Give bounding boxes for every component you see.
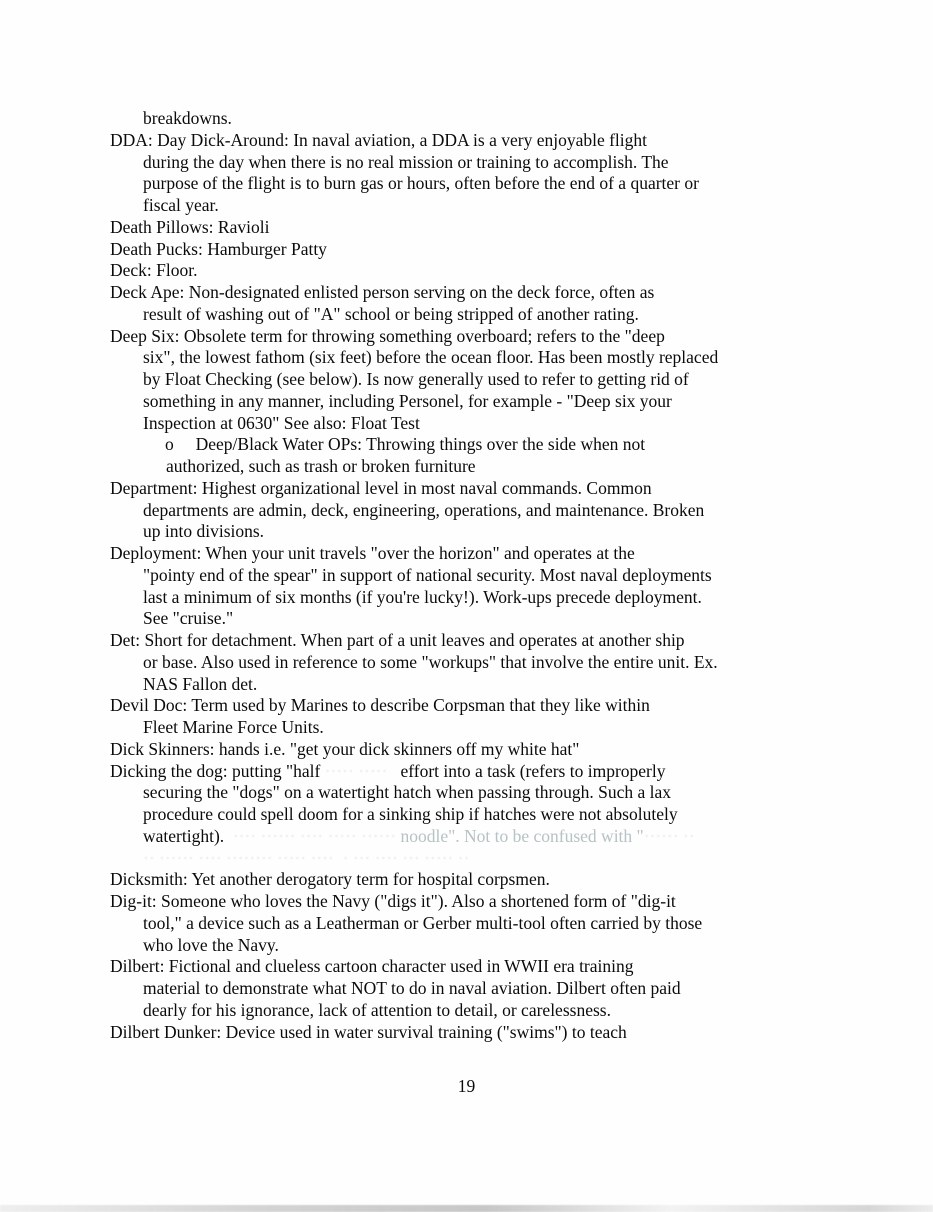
entry-line: Dicksmith: Yet another derogatory term for hospital corpsmen.	[110, 869, 550, 890]
sub-bullet-line: authorized, such as trash or broken furniture	[166, 456, 476, 476]
entry-line: Fleet Marine Force Units.	[143, 717, 324, 737]
entry-line: Death Pillows: Ravioli	[110, 216, 270, 237]
erased-text: ······ ··	[643, 825, 695, 846]
erased-text: ·· ······ ···· ········ ····· ···· · ··· ···· ··· ····· ··	[143, 847, 470, 868]
entry-line: or base. Also used in reference to some "workups" that involve the entire unit. Ex.	[143, 651, 718, 672]
entry-line: result of washing out of "A" school or being stripped of another rating.	[143, 303, 639, 324]
entry-line: fiscal year.	[143, 195, 219, 215]
entry-line: Det: Short for detachment. When part of a unit leaves and operates at another ship	[110, 630, 685, 650]
entry-line: Dilbert Dunker: Device used in water survival training ("swims") to teach	[110, 1021, 627, 1042]
entry-line: purpose of the flight is to burn gas or hours, often before the end of a quarter or	[143, 173, 699, 194]
entry-line: Devil Doc: Term used by Marines to describe Corpsman that they like within	[110, 695, 650, 716]
entry-line: Death Pucks: Hamburger Patty	[110, 238, 327, 259]
entry-line: breakdowns.	[143, 108, 232, 128]
glossary-entry-department	[110, 478, 810, 543]
entry-line: Dig-it: Someone who loves the Navy ("digs it"). Also a shortened form of "dig-it	[110, 891, 676, 911]
entry-line: Dick Skinners: hands i.e. "get your dick skinners off my white hat"	[110, 738, 580, 759]
entry-line: "pointy end of the spear" in support of national security. Most naval deployments	[143, 564, 712, 585]
glossary-entry-dda	[110, 130, 810, 217]
entry-line: Department: Highest organizational level in most naval commands. Common	[110, 477, 652, 498]
entry-line: last a minimum of six months (if you're lucky!). Work-ups precede deployment.	[143, 586, 702, 607]
entry-line-text: effort into a task (refers to improperly	[396, 760, 666, 781]
glossary-entry-devil-doc	[110, 695, 810, 739]
glossary-entry-dicksmith	[110, 869, 810, 891]
glossary-entry-breakdowns	[110, 108, 810, 130]
glossary-entry-dig-it	[110, 891, 810, 956]
glossary-entry-dilbert-dunker	[110, 1022, 810, 1044]
entry-line: up into divisions.	[143, 521, 265, 542]
glossary-entry-dilbert	[110, 956, 810, 1021]
entry-line: dearly for his ignorance, lack of attention to detail, or carelessness.	[143, 999, 611, 1020]
entry-line: by Float Checking (see below). Is now generally used to refer to getting rid of	[143, 369, 689, 389]
erased-text: ····· ·····	[320, 760, 397, 781]
entry-line-text: watertight).	[143, 825, 225, 846]
glossary-entry-dick-skinners	[110, 739, 810, 761]
glossary-entry-det	[110, 630, 810, 695]
glossary-entry-dicking-the-dog	[110, 761, 810, 870]
scan-artifact-bottom-edge	[0, 1205, 933, 1212]
entry-line: tool," a device such as a Leatherman or Gerber multi-tool often carried by those	[143, 912, 703, 933]
page-number: 19	[457, 1076, 476, 1096]
entry-line: during the day when there is no real mission or training to accomplish. The	[143, 151, 669, 172]
entry-line: Deck: Floor.	[110, 260, 198, 281]
entry-line: something in any manner, including Personel, for example - "Deep six your	[143, 390, 672, 411]
entry-line: Deep Six: Obsolete term for throwing something overboard; refers to the "deep	[110, 325, 665, 346]
glossary-entry-deck-ape	[110, 282, 810, 326]
entry-line: DDA: Day Dick-Around: In naval aviation, a DDA is a very enjoyable flight	[110, 129, 648, 150]
glossary-entry-deep-six	[110, 326, 810, 435]
sub-bullet-line: o Deep/Black Water OPs: Throwing things over the side when not	[165, 434, 646, 455]
glossary-entry-death-pucks	[110, 239, 810, 261]
entry-line: Dilbert: Fictional and clueless cartoon character used in WWII era training	[110, 956, 634, 977]
entry-line: Deployment: When your unit travels "over the horizon" and operates at the	[110, 543, 635, 563]
entry-line: material to demonstrate what NOT to do in naval aviation. Dilbert often paid	[143, 978, 681, 998]
entry-line-text: Dicking the dog: putting "half	[110, 760, 321, 781]
glossary-entry-deck	[110, 260, 810, 282]
entry-line: See "cruise."	[143, 608, 234, 629]
erased-text: ···· ······ ···· ····· ······	[224, 825, 401, 846]
entry-line: Deck Ape: Non-designated enlisted person serving on the deck force, often as	[110, 282, 655, 302]
glossary-entry-death-pillows	[110, 217, 810, 239]
erased-line	[110, 848, 810, 870]
glossary-entry-deployment	[110, 543, 810, 630]
entry-line: NAS Fallon det.	[143, 673, 258, 694]
glossary-text-block	[110, 108, 810, 1043]
entry-line: securing the "dogs" on a watertight hatch when passing through. Such a lax	[143, 782, 671, 803]
entry-line	[110, 826, 810, 848]
entry-line: departments are admin, deck, engineering, operations, and maintenance. Broken	[143, 499, 705, 520]
entry-line: procedure could spell doom for a sinking ship if hatches were not absolutely	[143, 804, 678, 824]
entry-line: six", the lowest fathom (six feet) before the ocean floor. Has been mostly replaced	[143, 347, 719, 368]
glossary-subentry-deep-black-water-ops	[110, 434, 810, 478]
entry-line: Inspection at 0630" See also: Float Test	[143, 412, 420, 433]
entry-line	[110, 761, 810, 783]
erased-text-legible: noodle". Not to be confused with "	[400, 825, 644, 846]
entry-line: who love the Navy.	[143, 934, 279, 955]
